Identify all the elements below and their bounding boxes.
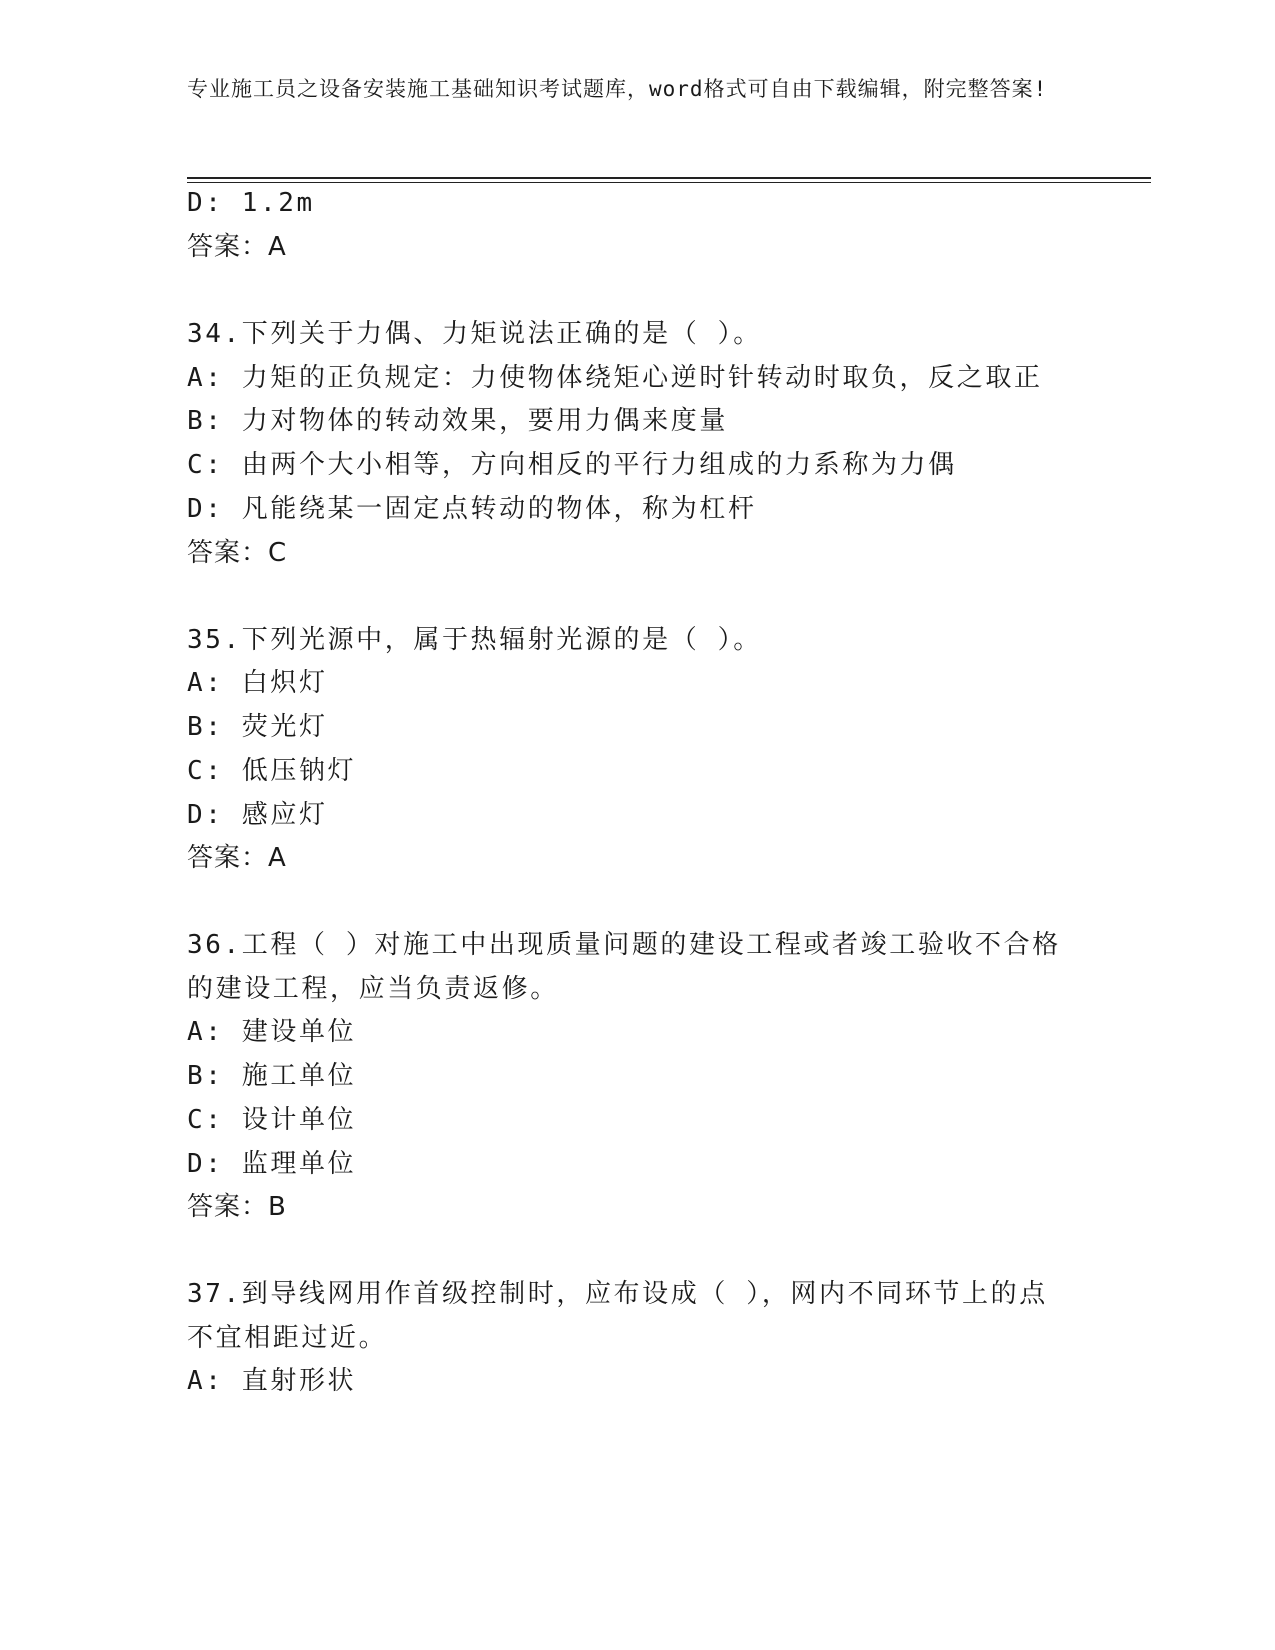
question-34: 34.下列关于力偶、力矩说法正确的是（ ）。 [187,319,762,349]
option-c-q34: C: 由两个大小相等，方向相反的平行力组成的力系称为力偶 [187,450,957,480]
question-37-line1: 37.到导线网用作首级控制时，应布设成（ ），网内不同环节上的点 [187,1279,1048,1309]
option-d-q35: D: 感应灯 [187,800,328,830]
answer-q33: 答案：A [187,232,287,262]
option-c-q35: C: 低压钠灯 [187,756,357,786]
question-36-line1: 36.工程（ ）对施工中出现质量问题的建设工程或者竣工验收不合格 [187,930,1061,960]
answer-q34: 答案：C [187,538,288,568]
option-b-q35: B: 荧光灯 [187,712,328,742]
answer-q35: 答案：A [187,843,287,873]
option-a-q37: A: 直射形状 [187,1366,357,1396]
page-header-title: 专业施工员之设备安装施工基础知识考试题库，word格式可自由下载编辑，附完整答案! [187,77,1048,101]
option-a-q34: A: 力矩的正负规定：力使物体绕矩心逆时针转动时取负，反之取正 [187,363,1043,393]
option-b-q34: B: 力对物体的转动效果，要用力偶来度量 [187,406,728,436]
header-divider-thin [187,182,1151,183]
option-a-q35: A: 白炽灯 [187,668,328,698]
option-c-q36: C: 设计单位 [187,1105,357,1135]
option-d-q36: D: 监理单位 [187,1149,357,1179]
answer-q36: 答案：B [187,1192,287,1222]
option-a-q36: A: 建设单位 [187,1017,357,1047]
header-divider-thick [187,177,1151,179]
option-d-q34: D: 凡能绕某一固定点转动的物体，称为杠杆 [187,494,757,524]
option-b-q36: B: 施工单位 [187,1061,357,1091]
option-d-q33: D: 1.2m [187,188,315,218]
question-35: 35.下列光源中，属于热辐射光源的是（ ）。 [187,625,762,655]
question-36-line2: 的建设工程，应当负责返修。 [187,974,559,1004]
question-37-line2: 不宜相距过近。 [187,1323,388,1353]
